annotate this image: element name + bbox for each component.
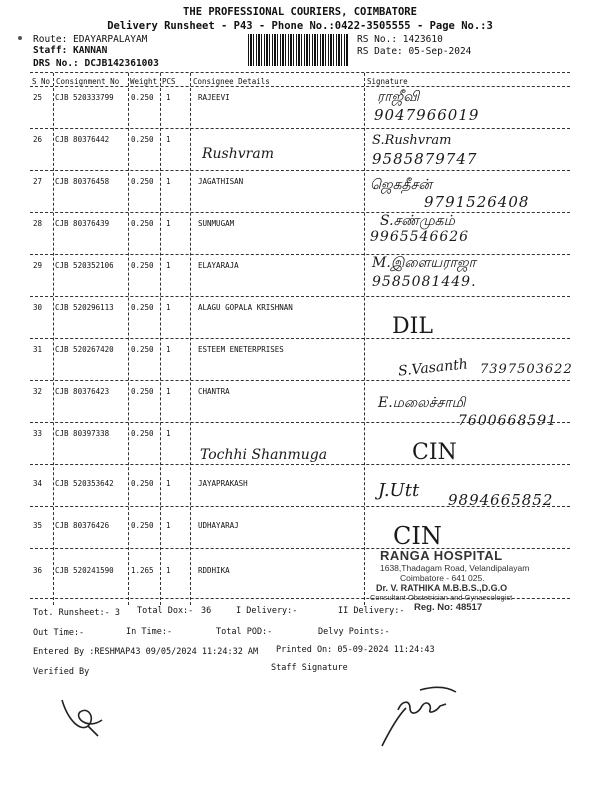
row-weight: 0.250 [131,429,154,438]
row-consignee: SUNMUGAM [198,219,235,228]
signature-text: DIL [392,314,433,339]
row-consignee: ESTEEM ENETERPRISES [198,345,284,354]
route: Route: EDAYARPALAYAM [33,34,148,45]
ii-delivery: II Delivery:- [338,606,405,616]
row-consignment: CJB 520296113 [55,303,114,312]
total-dox-value: 36 [201,606,212,616]
row-consignee: JAYAPRAKASH [198,479,248,488]
row-pcs: 1 [166,135,171,144]
signature-text: E.மலைச்சாமி [378,395,466,411]
row-sno: 29 [33,261,43,270]
barcode [248,34,348,66]
signature-text: ஜெகதீசன் [370,177,432,193]
col-header-consignee: Consignee Details [193,77,270,86]
row-pcs: 1 [166,345,171,354]
row-consignee: ELAYARAJA [198,261,239,270]
col-header-weight: Weight [130,77,158,86]
row-pcs: 1 [166,261,171,270]
row-consignment: CJB 80376442 [55,135,110,144]
row-pcs: 1 [166,219,171,228]
staff-signature [380,680,480,750]
col-divider [53,73,54,605]
staff: Staff: KANNAN [33,45,108,56]
row-consignee: UDHAYARAJ [198,521,239,530]
row-weight: 0.250 [131,387,154,396]
stamp-doctor: Dr. V. RATHIKA M.B.B.S.,D.G.O [376,583,508,593]
total-dox-label: Total Dox:- [137,606,194,616]
row-consignment: CJB 520241590 [55,566,114,575]
row-consignment: CJB 520333799 [55,93,114,102]
col-divider [364,73,365,605]
row-pcs: 1 [166,521,171,530]
col-header-sno: S No [32,77,51,86]
col-divider [160,73,161,605]
row-weight: 0.250 [131,261,154,270]
col-header-signature: Signature [367,77,408,86]
col-header-pcs: PCS [162,77,176,86]
row-weight: 0.250 [131,521,154,530]
col-divider [190,73,191,605]
row-sno: 26 [33,135,43,144]
delvy-points: Delvy Points:- [318,627,390,637]
signature-text: M.இளையராஜா [372,255,476,271]
rs-date: RS Date: 05-Sep-2024 [357,46,472,57]
consignee-handwritten: Tochhi Shanmuga [200,447,328,463]
row-pcs: 1 [166,479,171,488]
row-weight: 0.250 [131,177,154,186]
row-divider [30,380,570,381]
row-consignee: CHANTRA [198,387,230,396]
row-consignment: CJB 80397338 [55,429,110,438]
row-consignment: CJB 80376423 [55,387,110,396]
stamp-address-2: Coimbatore - 641 025. [400,573,485,583]
verifier-signature [58,690,118,740]
row-consignment: CJB 520353642 [55,479,114,488]
printed-on: Printed On: 05-09-2024 11:24:43 [276,645,435,655]
row-weight: 0.250 [131,219,154,228]
row-divider [30,170,570,171]
signature-phone: 7600668591 [458,413,558,429]
row-consignment: CJB 80376426 [55,521,110,530]
total-pod: Total POD:- [216,627,273,637]
row-divider [30,464,570,465]
staff-signature-label: Staff Signature [271,663,348,673]
signature-phone: 9791526408 [424,193,530,211]
row-sno: 28 [33,219,43,228]
out-time: Out Time:- [33,628,85,638]
row-sno: 32 [33,387,43,396]
signature-phone: 9894665852 [448,491,554,509]
row-divider [30,128,570,129]
signature-text: CIN [393,522,442,550]
hospital-stamp [370,548,580,613]
stamp-reg: Reg. No: 48517 [414,602,483,613]
row-weight: 1.265 [131,566,154,575]
verified-by: Verified By [33,667,90,677]
row-sno: 31 [33,345,43,354]
row-pcs: 1 [166,177,171,186]
punch-hole-mark [18,36,22,40]
row-divider [30,338,570,339]
rs-number: RS No.: 1423610 [357,34,443,45]
row-consignment: CJB 520352106 [55,261,114,270]
row-consignment: CJB 520267420 [55,345,114,354]
in-time: In Time:- [126,627,173,637]
row-consignee: ALAGU GOPALA KRISHNAN [198,303,293,312]
row-sno: 27 [33,177,43,186]
signature-text: S.சண்முகம் [380,213,455,229]
stamp-role: Consultant Obstetrician and Gynaecologist [370,593,513,602]
signature-phone: 9047966019 [374,106,480,124]
row-weight: 0.250 [131,345,154,354]
signature-text: S.Rushvram [372,133,452,148]
row-sno: 30 [33,303,43,312]
signature-text: ராஜீவி [377,89,420,105]
row-sno: 25 [33,93,43,102]
company-title: THE PROFESSIONAL COURIERS, COIMBATORE [183,6,417,18]
row-weight: 0.250 [131,93,154,102]
table-top-line [30,72,570,73]
entered-by: Entered By :RESHMAP43 09/05/2024 11:24:32 AM [33,647,259,657]
row-weight: 0.250 [131,303,154,312]
row-pcs: 1 [166,303,171,312]
col-divider [128,73,129,605]
header-bottom-line [30,86,570,87]
signature-text: CIN [412,440,457,465]
row-weight: 0.250 [131,479,154,488]
tot-runsheet: Tot. Runsheet:- 3 [33,608,120,618]
row-divider [30,296,570,297]
stamp-name: RANGA HOSPITAL [380,548,503,563]
col-header-consignment: Consignment No [56,77,120,86]
drs-number: DRS No.: DCJB142361003 [33,58,159,69]
runsheet-subtitle: Delivery Runsheet - P43 - Phone No.:0422-3505555 - Page No.:3 [107,20,493,32]
stamp-address-1: 1638,Thadagam Road, Velandipalayam [380,563,530,573]
row-divider [30,254,570,255]
consignee-handwritten: Rushvram [202,146,274,162]
signature-phone: 7397503622 [480,362,573,377]
row-sno: 35 [33,521,43,530]
signature-text: S.Vasanth [397,356,469,380]
row-sno: 33 [33,429,43,438]
row-pcs: 1 [166,387,171,396]
signature-phone: 9585081449. [372,274,477,290]
signature-phone: 9965546626 [370,229,470,245]
i-delivery: I Delivery:- [236,606,298,616]
row-consignee: JAGATHISAN [198,177,244,186]
row-consignment: CJB 80376439 [55,219,110,228]
row-consignment: CJB 80376458 [55,177,110,186]
row-consignee: RDDHIKA [198,566,230,575]
signature-text: J.Utt [378,480,420,501]
row-divider [30,212,570,213]
signature-phone: 9585879747 [372,150,478,168]
row-pcs: 1 [166,93,171,102]
row-weight: 0.250 [131,135,154,144]
row-consignee: RAJEEVI [198,93,230,102]
row-sno: 34 [33,479,43,488]
row-sno: 36 [33,566,43,575]
row-pcs: 1 [166,429,171,438]
row-pcs: 1 [166,566,171,575]
